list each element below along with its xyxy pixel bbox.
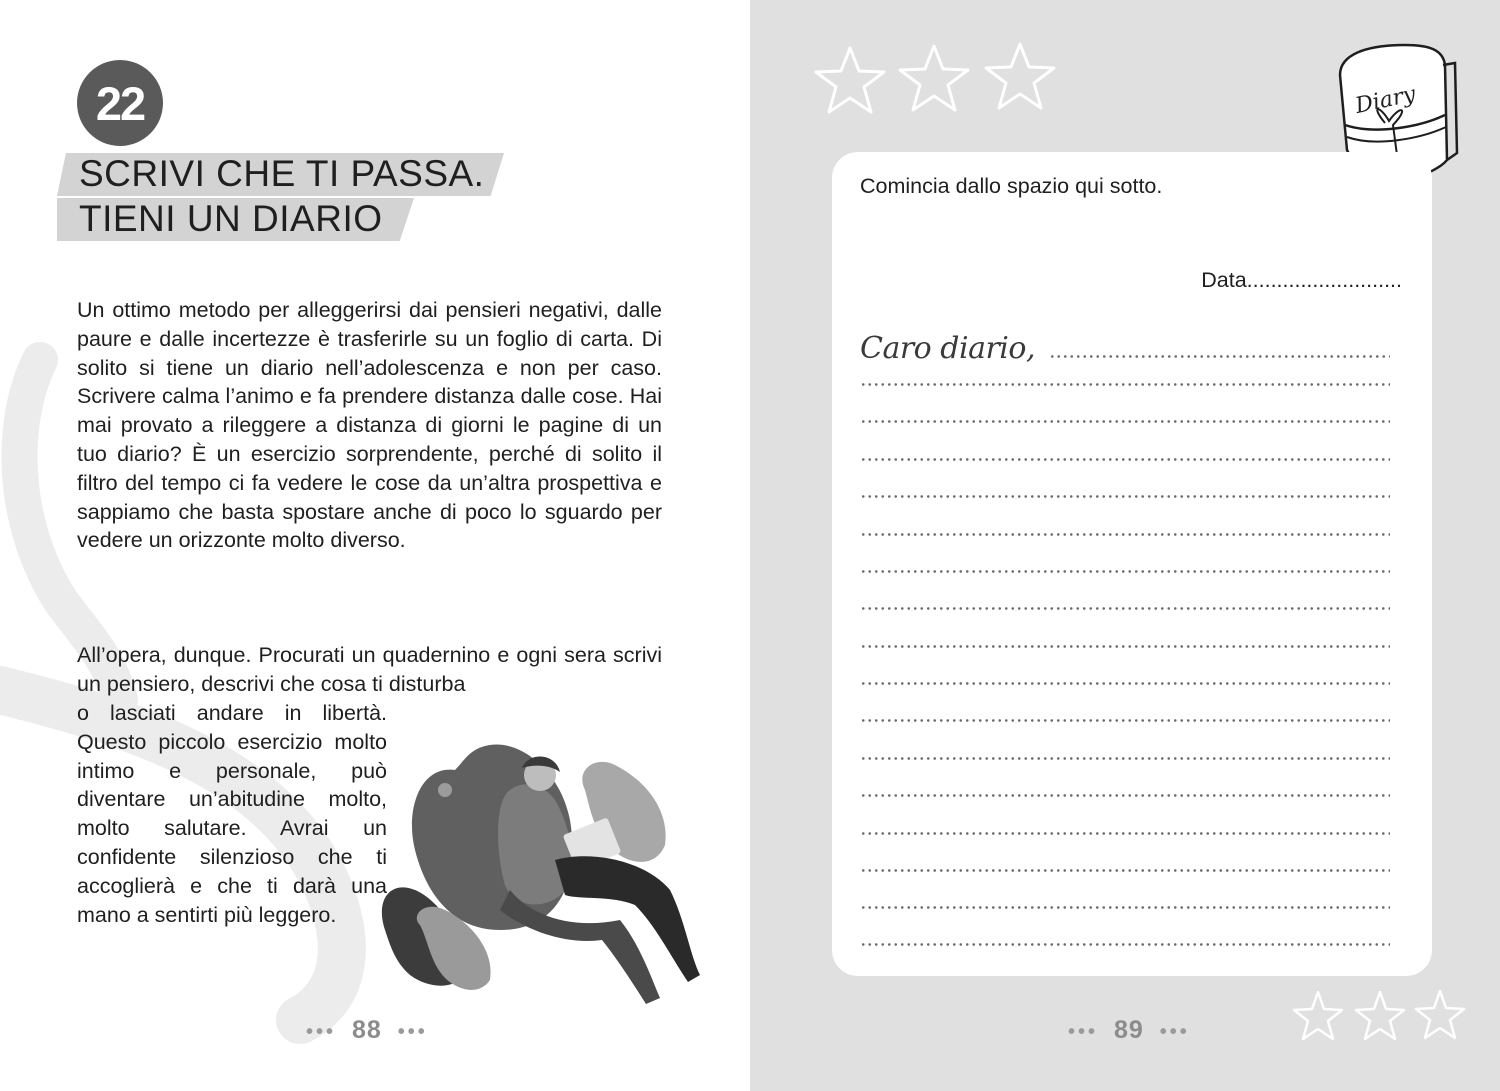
writing-line[interactable] [860,719,1390,722]
writing-line[interactable] [1049,355,1390,358]
writing-line[interactable] [860,906,1390,909]
writing-line[interactable] [860,869,1390,872]
star-icon [986,44,1054,108]
greeting-text: Caro diario, [860,331,1035,366]
writing-line[interactable] [860,607,1390,610]
star-icons-bottom [1290,988,1470,1050]
writing-line[interactable] [860,682,1390,685]
star-icon [1416,991,1464,1038]
writing-line[interactable] [860,832,1390,835]
chapter-number-badge: 22 [77,60,163,146]
title-line-2: TIENI UN DIARIO [79,198,383,239]
star-icon [816,48,884,112]
greeting-row[interactable] [860,322,1390,366]
writing-line[interactable] [860,495,1390,498]
page-dots-left: ••• [306,1021,337,1043]
writing-line[interactable] [860,943,1390,946]
page-number-value: 88 [351,1016,382,1044]
star-icon [1294,992,1342,1039]
writing-line[interactable] [860,533,1390,536]
girl-writing-illustration [370,730,720,1020]
card-intro-text: Comincia dallo spazio qui sotto. [860,174,1163,198]
writing-line[interactable] [860,458,1390,461]
body-paragraph-2-narrow: o lasciati andare in libertà. Questo piccolo esercizio molto intimo e personale, può diventare un’abitudine molto, molto salutare. Avrai un confidente silenzioso che ti accoglierà e che ti darà una mano a sentirti più leggero. [77,701,387,927]
star-icons-top [812,40,1062,125]
writing-card [832,152,1432,976]
page-number-88 [306,1016,428,1045]
page-dots-right: ••• [397,1021,428,1043]
page-dots-left: ••• [1068,1021,1099,1043]
writing-line[interactable] [860,645,1390,648]
writing-line[interactable] [860,420,1390,423]
star-icon [900,46,968,110]
writing-line[interactable] [860,794,1390,797]
body-paragraph-2-wide: All’opera, dunque. Procurati un quadernino e ogni sera scrivi un pensiero, descrivi che cosa ti disturba [77,643,662,696]
diary-label: Diary [1353,81,1418,119]
star-icon [1356,992,1404,1039]
date-field[interactable]: Data.......................... [1201,268,1402,292]
page-dots-right: ••• [1159,1021,1190,1043]
body-paragraph-1: Un ottimo metodo per alleggerirsi dai pensieri negativi, dalle paure e dalle incertezze è trasferirle su un foglio di carta. Di solito si tiene un diario nell’adolescenza e non per caso. Scrivere calma l’animo e fa prendere distanza dalle cose. Hai mai provato a rileggere a distanza di giorni le pagine di un tuo diario? È un esercizio sorprendente, perché di solito il filtro del tempo ci fa vedere le cose da un’altra prospettiva e sappiamo che basta spostare anche di poco lo sguardo per vedere un orizzonte molto diverso. [77,298,662,553]
writing-line[interactable] [860,570,1390,573]
writing-line[interactable] [860,383,1390,386]
page-number-89 [1068,1016,1190,1045]
title-line-1: SCRIVI CHE TI PASSA. [79,153,485,194]
page-number-value: 89 [1113,1016,1144,1044]
writing-line[interactable] [860,757,1390,760]
